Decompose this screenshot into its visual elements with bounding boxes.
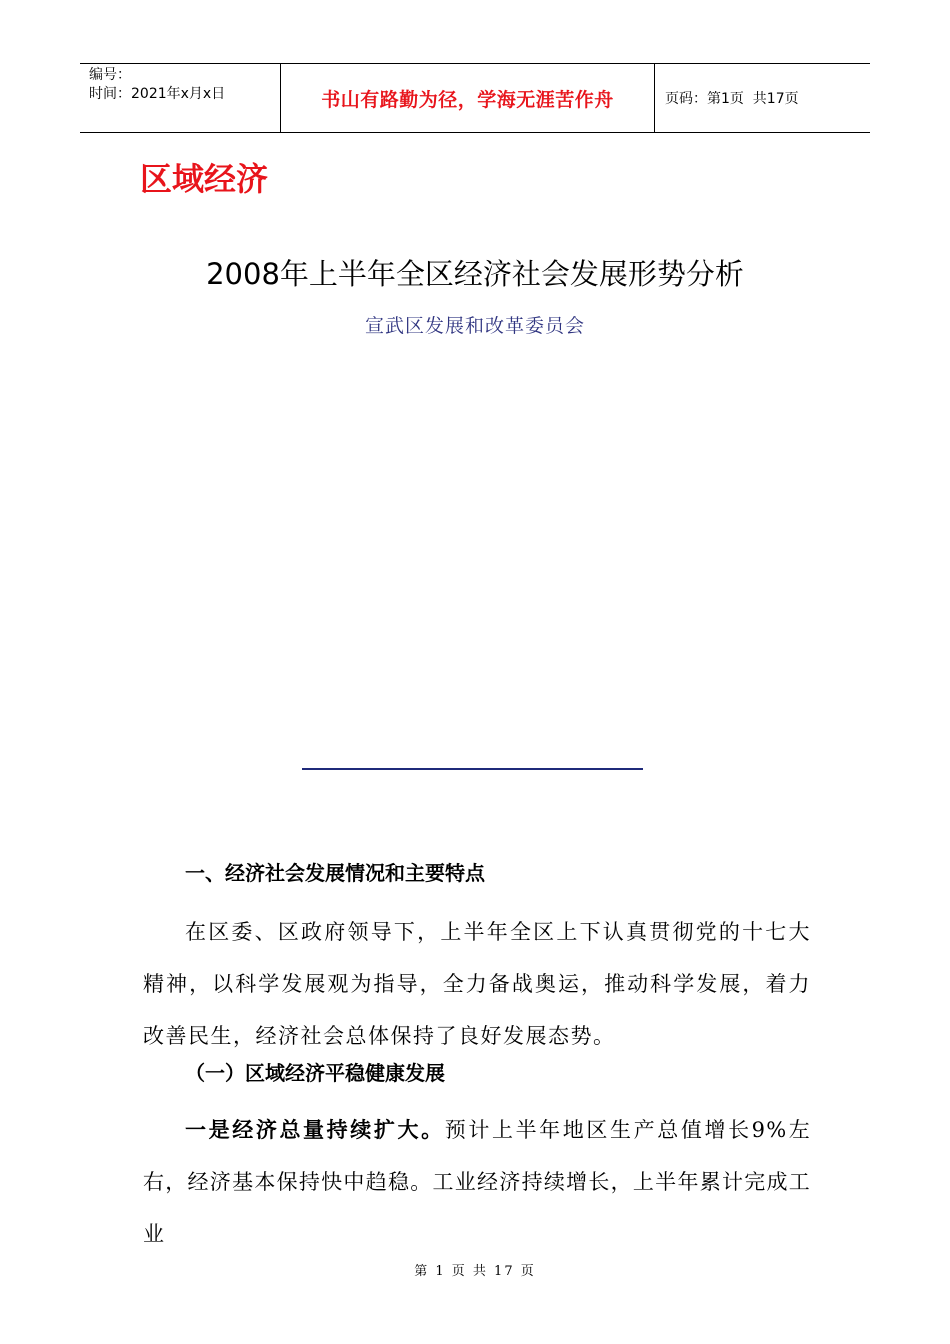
divider-line <box>302 768 643 770</box>
motto-text: 书山有路勤为径，学海无涯苦作舟 <box>321 88 614 111</box>
paragraph-2 <box>143 1104 811 1260</box>
document-header <box>80 63 870 133</box>
page-footer: 第 1 页 共 17 页 <box>414 1264 536 1279</box>
category-title: 区域经济 <box>140 160 269 198</box>
header-meta-cell <box>80 64 281 132</box>
section-heading-2: （一）区域经济平稳健康发展 <box>185 1061 445 1085</box>
document-subtitle: 宣武区发展和改革委员会 <box>364 315 585 337</box>
header-motto-cell <box>281 64 655 132</box>
number-label: 编号： <box>89 67 131 83</box>
section-heading-1: 一、经济社会发展情况和主要特点 <box>185 861 485 885</box>
header-page-cell <box>655 64 870 132</box>
page-label: 页码：第1页 共17页 <box>665 91 799 107</box>
time-label: 时间：2021年x月x日 <box>89 86 226 102</box>
paragraph-1: 在区委、区政府领导下，上半年全区上下认真贯彻党的十七大精神，以科学发展观为指导，全力备战奥运，推动科学发展，着力改善民生，经济社会总体保持了良好发展态势。 <box>143 920 811 1048</box>
paragraph-2-text: 预计上半年地区生产总值增长9%左右，经济基本保持快中趋稳。工业经济持续增长，上半年累计完成工业 <box>143 1118 812 1246</box>
paragraph-2-lead: 一是经济总量持续扩大。 <box>185 1118 445 1142</box>
document-title: 2008年上半年全区经济社会发展形势分析 <box>206 257 744 291</box>
